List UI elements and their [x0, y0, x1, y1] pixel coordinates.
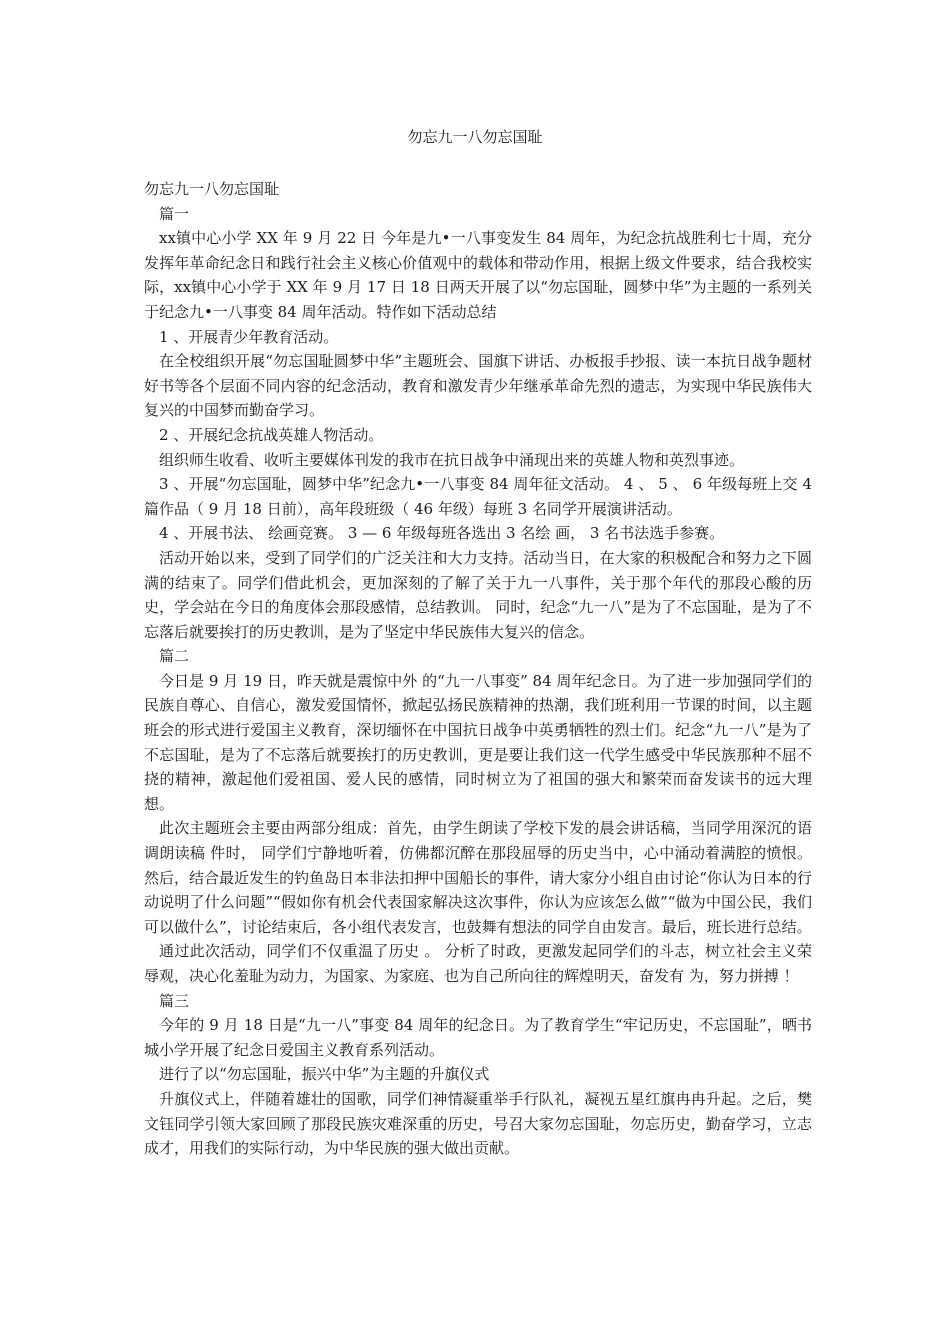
paragraph: 1 、开展青少年教育活动。	[159, 327, 339, 346]
document-body	[144, 177, 812, 1161]
paragraph: 2 、开展纪念抗战英雄人物活动。	[159, 425, 384, 444]
paragraph: 今年的 9 月 18 日是“九一八”事变 84 周年的纪念日。为了教育学生“牢记历史，不忘国耻”，晒书城小学开展了纪念日爱国主义教育系列活动。	[144, 1016, 812, 1059]
paragraph: 今日是 9 月 19 日，昨天就是震惊中外 的“九一八事变” 84 周年纪念日。为了进一步加强同学们的民族自尊心、自信心，激发爱国情怀，掀起弘扬民族精神的热潮，我们班利用一节课的时间，以主题班会的形式进行爱国主义教育，深切缅怀在中国抗日战争中英勇牺牲的烈士们。纪念“九一八”是为了不忘国耻，是为了不忘落后就要挨打的历史教训，更是要让我们这一代学生感受中华民族那种不屈不挠的精神，激起他们爱祖国、爱人民的感情，同时树立为了祖国的强大和繁荣而奋发读书的远大理想。	[144, 671, 812, 813]
document-subtitle: 勿忘九一八勿忘国耻	[144, 180, 280, 198]
paragraph: xx镇中心小学 XX 年 9 月 22 日 今年是九•一八事变发生 84 周年，为纪念抗战胜利七十周，充分发挥年革命纪念日和践行社会主义核心价值观中的载体和带动作用，根据上级文件要求，结合我校实际，xx镇中心小学于 XX 年 9 月 17 日 18 日两天开展了以“勿忘国耻，圆梦中华”为主题的一系列关于纪念九•一八事变 84 周年活动。特作如下活动总结	[144, 229, 812, 321]
paragraph: 进行了以“勿忘国耻，振兴中华”为主题的升旗仪式	[159, 1065, 490, 1084]
paragraph: 活动开始以来，受到了同学们的广泛关注和大力支持。活动当日，在大家的积极配合和努力之下圆满的结束了。同学们借此机会，更加深刻的了解了关于九一八事件，关于那个年代的那段心酸的历史，学会站在今日的角度体会那段感情，总结教训。 同时，纪念“九一八”是为了不忘国耻，是为了不忘落后就要挨打的历史教训，是为了坚定中华民族伟大复兴的信念。	[144, 548, 812, 641]
document-title: 勿忘九一八勿忘国耻	[407, 128, 543, 146]
paragraph: 4 、开展书法、 绘画竞赛。 3 — 6 年级每班各选出 3 名绘 画， 3 名书法选手参赛。	[159, 524, 725, 543]
paragraph: 组织师生收看、收听主要媒体刊发的我市在抗日战争中涌现出来的英雄人物和英烈事迹。	[159, 450, 745, 469]
paragraph: 通过此次活动，同学们不仅重温了历史 。 分析了时政，更激发起同学们的斗志，树立社会主义荣辱观，决心化羞耻为动力，为国家、为家庭、也为自己所向往的辉煌明天，奋发有 为，努力拼搏 ！	[144, 942, 812, 985]
section-heading: 篇三	[159, 991, 190, 1010]
paragraph: 升旗仪式上，伴随着雄壮的国歌，同学们神情凝重举手行队礼，凝视五星红旗冉冉升起。之后，樊文钰同学引领大家回顾了那段民族灾难深重的历史，号召大家勿忘国耻，勿忘历史，勤奋学习，立志成才，用我们的实际行动，为中华民族的强大做出贡献。	[144, 1089, 812, 1158]
section-heading: 篇一	[159, 204, 190, 223]
paragraph: 此次主题班会主要由两部分组成：首先，由学生朗读了学校下发的晨会讲话稿，当同学用深沉的语调朗读稿 件时， 同学们宁静地听着，仿佛都沉醉在那段屈辱的历史当中，心中涌动着满腔的愤恨。然后，结合最近发生的钓鱼岛日本非法扣押中国船长的事件，请大家分小组自由讨论“你认为日本的行动说明了什么问题”“假如你有机会代表国家解决这次事件，你认为应该怎么做”“做为中国公民，我们可以做什么”，讨论结束后，各小组代表发言，也鼓舞有想法的同学自由发言。最后，班长进行总结。	[144, 819, 812, 936]
paragraph: 在全校组织开展“勿忘国耻圆梦中华”主题班会、国旗下讲话、办板报手抄报、读一本抗日战争题材好书等各个层面不同内容的纪念活动，教育和激发青少年继承革命先烈的遗志，为实现中华民族伟大复兴的中国梦而勤奋学习。	[144, 352, 812, 420]
paragraph: 3 、开展“勿忘国耻，圆梦中华”纪念九•一八事变 84 周年征文活动。 4 、 5 、 6 年级每班上交 4 篇作品（ 9 月 18 日前），高年段班级（ 46 年级）每班 3 名同学开展演讲活动。	[144, 475, 812, 518]
section-heading: 篇二	[159, 647, 190, 666]
